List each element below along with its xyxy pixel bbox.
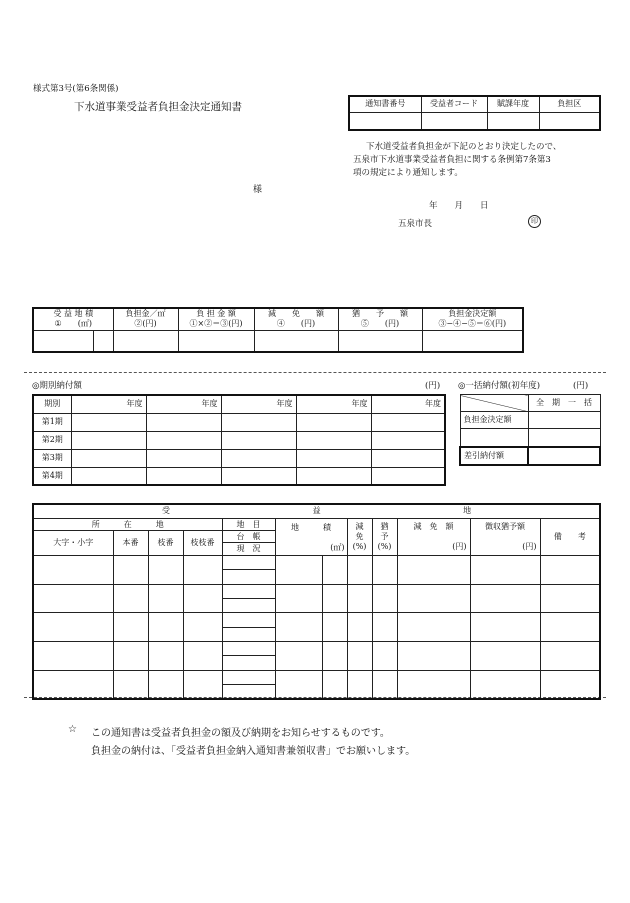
land-cell-aza[interactable] xyxy=(33,613,113,642)
installment-cell[interactable] xyxy=(71,431,146,449)
installment-cell[interactable] xyxy=(71,467,146,485)
installment-title: ◎期別納付額 xyxy=(32,381,82,391)
land-cell-genkyo[interactable] xyxy=(222,627,275,641)
land-cell-edaeda[interactable] xyxy=(183,641,222,670)
land-header-genmen-amount: 減 免 額 xyxy=(413,521,454,531)
calc-header-deferral: 猶 予 額 xyxy=(338,308,422,319)
land-header-genmen-pct: (%) xyxy=(352,541,367,551)
installment-cell[interactable] xyxy=(296,431,371,449)
land-cell-area[interactable] xyxy=(275,555,322,584)
notice-number-value[interactable] xyxy=(349,112,421,130)
installment-row-1: 第1期 xyxy=(33,413,71,431)
land-cell-edaban[interactable] xyxy=(148,613,183,642)
installment-row-2: 第2期 xyxy=(33,431,71,449)
installment-cell[interactable] xyxy=(371,467,445,485)
lump-sum-title: ◎一括納付額(初年度) xyxy=(458,381,541,391)
calc-header-unit-charge: 負担金／㎡ xyxy=(113,308,178,319)
land-header-choshu-yen: (円) xyxy=(522,541,537,551)
installment-cell[interactable] xyxy=(146,467,221,485)
calc-header-exemption: 減 免 額 xyxy=(254,308,338,319)
land-cell-choshu[interactable] xyxy=(470,584,540,613)
installment-cell[interactable] xyxy=(371,449,445,467)
calc-sub-charge-amount: ①×②＝③(円) xyxy=(178,319,254,330)
issue-date: 年 月 日 xyxy=(429,201,489,211)
land-header-edaban: 枝番 xyxy=(148,531,183,556)
land-cell-daicho[interactable] xyxy=(222,670,275,684)
calc-area-fraction[interactable] xyxy=(93,330,113,352)
calc-header-decided-amount: 負担金決定額 xyxy=(422,308,523,319)
land-header-genmen-amount-cell xyxy=(397,518,470,555)
land-title-char-2: 益 xyxy=(312,506,321,516)
land-header-area: 地 積 xyxy=(291,522,331,532)
lump-sum-table xyxy=(459,394,601,466)
land-cell-daicho[interactable] xyxy=(222,613,275,627)
land-cell-honban[interactable] xyxy=(113,584,148,613)
land-cell-area-frac[interactable] xyxy=(322,613,347,642)
land-cell-biko[interactable] xyxy=(540,641,600,670)
land-cell-genmen-amount[interactable] xyxy=(397,555,470,584)
installment-cell[interactable] xyxy=(296,413,371,431)
land-cell-honban[interactable] xyxy=(113,555,148,584)
land-cell-yuyo[interactable] xyxy=(372,555,397,584)
calc-sub-deferral: ⑤ (円) xyxy=(338,319,422,330)
calc-charge-amount-value[interactable] xyxy=(178,330,254,352)
notice-header-code: 受益者コード xyxy=(421,96,487,112)
land-cell-choshu[interactable] xyxy=(470,555,540,584)
installment-cell[interactable] xyxy=(71,449,146,467)
lump-sum-decided-value[interactable] xyxy=(528,412,600,429)
land-cell-genmen[interactable] xyxy=(347,613,372,642)
notice-district-value[interactable] xyxy=(539,112,600,130)
land-cell-choshu[interactable] xyxy=(470,613,540,642)
land-cell-edaeda[interactable] xyxy=(183,584,222,613)
land-cell-daicho[interactable] xyxy=(222,584,275,598)
land-header-honban: 本番 xyxy=(113,531,148,556)
calc-deferral-value[interactable] xyxy=(338,330,422,352)
notice-header-number: 通知書番号 xyxy=(349,96,421,112)
land-cell-biko[interactable] xyxy=(540,613,600,642)
footer-line-1: この通知書は受益者負担金の額及び納期をお知らせするものです。 xyxy=(91,728,390,739)
issuer-name: 五泉市長 xyxy=(398,219,433,229)
installment-year-5: 年度 xyxy=(371,395,445,413)
installment-cell[interactable] xyxy=(296,467,371,485)
land-table-title xyxy=(33,504,600,518)
notice-code-value[interactable] xyxy=(421,112,487,130)
land-header-location: 所 在 地 xyxy=(33,518,222,530)
land-cell-yuyo[interactable] xyxy=(372,670,397,699)
land-cell-genkyo[interactable] xyxy=(222,570,275,584)
lump-sum-row-decided: 負担金決定額 xyxy=(460,412,528,429)
land-header-yuyo-pct: (%) xyxy=(377,541,392,551)
notice-text-line-3: 項の規定により通知します。 xyxy=(353,168,463,178)
land-cell-genmen[interactable] xyxy=(347,584,372,613)
form-number: 様式第3号(第6条関係) xyxy=(33,84,119,94)
land-header-area-unit: (㎡) xyxy=(330,542,345,552)
lump-sum-row-net: 差引納付額 xyxy=(460,447,528,465)
land-cell-area[interactable] xyxy=(275,613,322,642)
land-cell-yuyo[interactable] xyxy=(372,584,397,613)
land-cell-biko[interactable] xyxy=(540,584,600,613)
installment-row-4: 第4期 xyxy=(33,467,71,485)
land-header-choshu: 徴収猶予額 xyxy=(485,521,525,531)
land-cell-area[interactable] xyxy=(275,641,322,670)
lump-sum-unit: (円) xyxy=(573,381,589,391)
land-cell-edaeda[interactable] xyxy=(183,613,222,642)
land-cell-area[interactable] xyxy=(275,670,322,699)
land-cell-genmen-amount[interactable] xyxy=(397,670,470,699)
land-cell-honban[interactable] xyxy=(113,670,148,699)
installment-cell[interactable] xyxy=(71,413,146,431)
notice-header-district: 負担区 xyxy=(539,96,600,112)
charge-calculation-table xyxy=(32,307,524,353)
land-cell-honban[interactable] xyxy=(113,641,148,670)
land-cell-daicho[interactable] xyxy=(222,555,275,569)
land-cell-area-frac[interactable] xyxy=(322,670,347,699)
land-cell-edaeda[interactable] xyxy=(183,670,222,699)
land-cell-daicho[interactable] xyxy=(222,641,275,655)
land-cell-genmen[interactable] xyxy=(347,641,372,670)
notice-header-year: 賦課年度 xyxy=(487,96,539,112)
land-cell-genkyo[interactable] xyxy=(222,685,275,699)
footer-line-2: 負担金の納付は、「受益者負担金納入通知書兼領収書」でお願いします。 xyxy=(91,746,416,757)
land-cell-genkyo[interactable] xyxy=(222,656,275,670)
installment-cell[interactable] xyxy=(146,431,221,449)
land-header-genmen: 減免 xyxy=(355,521,364,541)
land-cell-choshu[interactable] xyxy=(470,670,540,699)
lump-sum-blank-value[interactable] xyxy=(528,429,600,447)
land-cell-yuyo[interactable] xyxy=(372,613,397,642)
land-header-genmen-cell xyxy=(347,518,372,555)
land-cell-area-frac[interactable] xyxy=(322,584,347,613)
footer-star: ☆ xyxy=(68,724,77,735)
calc-header-area: 受 益 地 積 xyxy=(33,308,113,319)
land-cell-edaban[interactable] xyxy=(148,641,183,670)
calc-sub-unit-charge: ②(円) xyxy=(113,319,178,330)
land-header-daicho: 台 帳 xyxy=(222,531,275,543)
land-cell-area-frac[interactable] xyxy=(322,555,347,584)
land-header-yuyo: 猶予 xyxy=(380,521,389,541)
installment-unit: (円) xyxy=(425,381,441,391)
land-header-area-cell xyxy=(275,518,347,555)
installment-row-3: 第3期 xyxy=(33,449,71,467)
land-cell-genmen[interactable] xyxy=(347,555,372,584)
fold-line-upper xyxy=(24,372,606,373)
land-cell-biko[interactable] xyxy=(540,555,600,584)
lump-sum-net-value[interactable] xyxy=(528,447,600,465)
calc-sub-area: ① (㎡) xyxy=(33,319,113,330)
recipient-honorific: 様 xyxy=(253,185,263,195)
land-title-char-3: 地 xyxy=(463,506,472,516)
installment-year-4: 年度 xyxy=(296,395,371,413)
land-cell-biko[interactable] xyxy=(540,670,600,699)
seal-text: 印 xyxy=(531,217,538,225)
installment-cell[interactable] xyxy=(221,413,296,431)
notice-number-table xyxy=(348,95,601,131)
benefited-land-table xyxy=(32,503,601,700)
land-cell-genkyo[interactable] xyxy=(222,598,275,612)
lump-sum-diagonal-cell xyxy=(460,395,528,412)
land-title-char-1: 受 xyxy=(162,506,171,516)
notice-year-value[interactable] xyxy=(487,112,539,130)
installment-table xyxy=(32,394,446,486)
land-cell-genmen-amount[interactable] xyxy=(397,584,470,613)
calc-sub-decided-amount: ③−④−⑤＝⑥(円) xyxy=(422,319,523,330)
notice-text-line-2: 五泉市下水道事業受益者負担に関する条例第7条第3 xyxy=(353,155,551,165)
land-header-genkyo: 現 況 xyxy=(222,543,275,555)
land-header-genmen-amount-yen: (円) xyxy=(452,541,467,551)
land-cell-aza[interactable] xyxy=(33,584,113,613)
land-cell-honban[interactable] xyxy=(113,613,148,642)
land-header-aza: 大字・小字 xyxy=(33,531,113,556)
land-cell-area[interactable] xyxy=(275,584,322,613)
land-cell-aza[interactable] xyxy=(33,641,113,670)
calc-exemption-value[interactable] xyxy=(254,330,338,352)
installment-year-1: 年度 xyxy=(71,395,146,413)
land-header-edaeda: 枝枝番 xyxy=(183,531,222,556)
calc-sub-exemption: ④ (円) xyxy=(254,319,338,330)
land-header-yuyo-cell xyxy=(372,518,397,555)
land-cell-edaban[interactable] xyxy=(148,670,183,699)
calc-unit-charge-value[interactable] xyxy=(113,330,178,352)
installment-year-3: 年度 xyxy=(221,395,296,413)
document-title: 下水道事業受益者負担金決定通知書 xyxy=(74,101,242,113)
land-header-choshu-cell xyxy=(470,518,540,555)
lump-sum-blank-label xyxy=(460,429,528,447)
land-cell-choshu[interactable] xyxy=(470,641,540,670)
calc-decided-amount-value[interactable] xyxy=(422,330,523,352)
land-cell-genmen-amount[interactable] xyxy=(397,641,470,670)
installment-cell[interactable] xyxy=(371,413,445,431)
land-cell-aza[interactable] xyxy=(33,555,113,584)
land-cell-edaban[interactable] xyxy=(148,555,183,584)
land-header-biko: 備 考 xyxy=(540,518,600,555)
installment-year-2: 年度 xyxy=(146,395,221,413)
installment-cell[interactable] xyxy=(221,467,296,485)
land-cell-edaeda[interactable] xyxy=(183,555,222,584)
installment-cell[interactable] xyxy=(296,449,371,467)
land-cell-yuyo[interactable] xyxy=(372,641,397,670)
seal-mark xyxy=(528,215,541,228)
land-header-chimoku: 地 目 xyxy=(222,518,275,530)
land-cell-aza[interactable] xyxy=(33,670,113,699)
land-cell-genmen-amount[interactable] xyxy=(397,613,470,642)
land-cell-area-frac[interactable] xyxy=(322,641,347,670)
calc-area-value[interactable] xyxy=(33,330,93,352)
calc-header-charge-amount: 負 担 金 額 xyxy=(178,308,254,319)
land-cell-genmen[interactable] xyxy=(347,670,372,699)
installment-cell[interactable] xyxy=(221,431,296,449)
installment-cell[interactable] xyxy=(146,449,221,467)
land-cell-edaban[interactable] xyxy=(148,584,183,613)
notice-text-line-1: 下水道受益者負担金が下記のとおり決定したので、 xyxy=(366,142,562,152)
installment-cell[interactable] xyxy=(146,413,221,431)
installment-cell[interactable] xyxy=(371,431,445,449)
installment-header-period: 期別 xyxy=(33,395,71,413)
lump-sum-header: 全 期 一 括 xyxy=(528,395,600,412)
installment-cell[interactable] xyxy=(221,449,296,467)
